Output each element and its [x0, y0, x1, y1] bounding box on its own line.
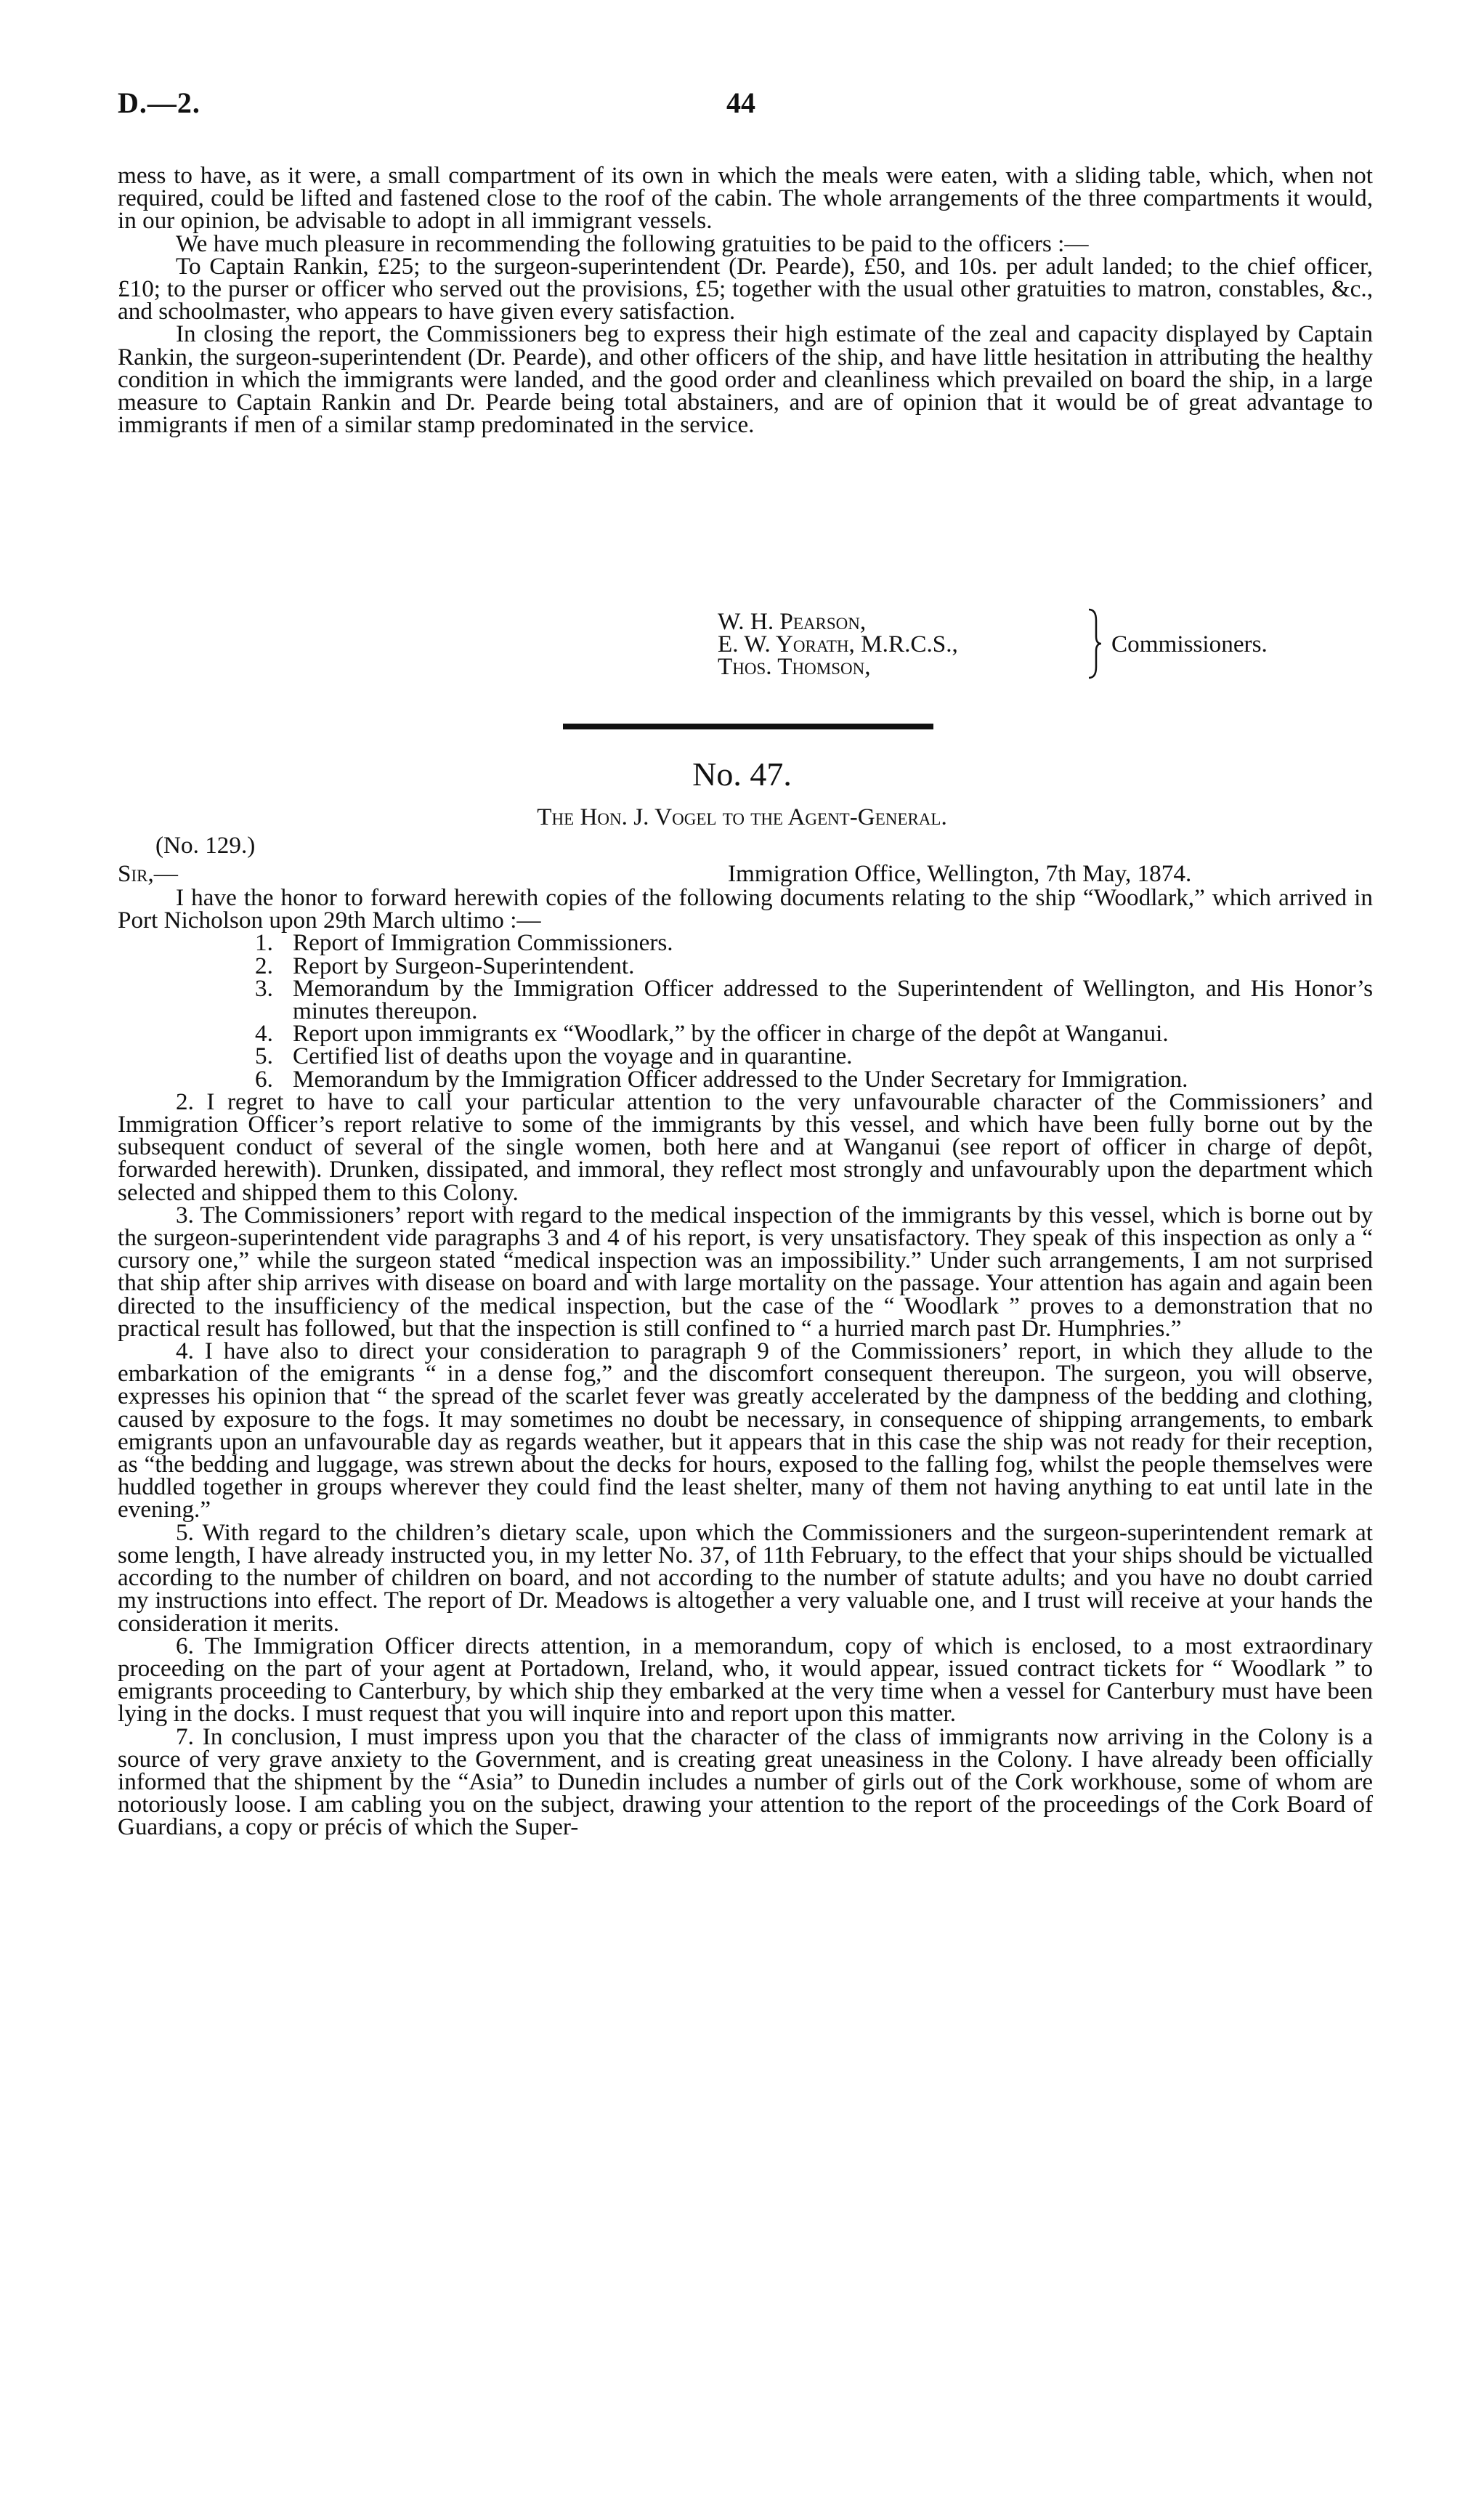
- signature-name: Thos. Thomson,: [718, 653, 871, 681]
- signature-name: E. W. Yorath, M.R.C.S.,: [718, 631, 958, 658]
- list-item: 1. Report of Immigration Commissioners.: [255, 929, 673, 957]
- document-list: [118, 929, 1373, 1093]
- paragraph: 3. The Commissioners’ report with regard to the medical inspection of the immigrants by this vessel, which is borne out by the surgeon-superintendent vide paragraphs 3 and 4 of his report, is very unsatisfactory. They speak of this inspection as only a “ cursory one,” while the surgeon stated “medical inspection was an impossibility.” Under such arrangements, I am not surprised that ship after ship arrives with disease on board and with large mortality on the passage. Your attention has again and again been directed to the insufficiency of the medical inspection, but the case of the “ Woodlark ” proves to a demonstration that no practical result has followed, but that the inspection is still confined to “ a hurried march past Dr. Humphries.”: [118, 1201, 1373, 1342]
- letter-intro: I have the honor to forward herewith copies of the following documents relating to the ship “Woodlark,” which arrived in Port Nicholson upon 29th March ultimo :—: [118, 884, 1373, 934]
- paragraph: mess to have, as it were, a small compartment of its own in which the meals were eaten, with a sliding table, which, when not required, could be lifted and fastened close to the roof of the cabin. The whole arrangements of the three compartments it would, in our opinion, be advisable to adopt in all immigrant vessels.: [118, 162, 1373, 235]
- right-brace-icon: [1087, 607, 1103, 680]
- section-divider: [563, 724, 933, 729]
- paragraph: We have much pleasure in recommending the following gratuities to be paid to the officers :—: [176, 230, 1089, 257]
- list-item: 4. Report upon immigrants ex “Woodlark,” by the officer in charge of the depôt at Wanganui.: [255, 1020, 1169, 1048]
- signature-names: [718, 610, 958, 679]
- letter-body: [118, 886, 1373, 1839]
- paragraph: In closing the report, the Commissioners beg to express their high estimate of the zeal and capacity displayed by Captain Rankin, the surgeon-superintendent (Dr. Pearde), and other officers of the ship, and have little hesitation in attributing the healthy condition in which the immigrants were landed, and the good order and cleanliness which prevailed on board the ship, in a large measure to Captain Rankin and Dr. Pearde being total abstainers, and are of opinion that it would be of great advantage to immigrants if men of a similar stamp predominated in the service.: [118, 320, 1373, 439]
- letter-title: The Hon. J. Vogel to the Agent-General.: [537, 804, 947, 830]
- letter-number: No. 47.: [692, 756, 792, 793]
- reference-number: (No. 129.): [155, 832, 256, 859]
- list-item: 5. Certified list of deaths upon the voyage and in quarantine.: [255, 1043, 853, 1070]
- list-item: 2. Report by Surgeon-Superintendent.: [255, 952, 635, 979]
- list-item: 6. Memorandum by the Immigration Officer addressed to the Under Secretary for Immigration.: [255, 1065, 1188, 1093]
- paragraph: 2. I regret to have to call your particular attention to the very unfavourable character of the Commissioners’ and Immigration Officer’s report relative to some of the immigrants by this vessel, and which have been fully borne out by the subsequent conduct of several of the single women, both here and at Wanganui (see report of officer in charge of depôt, forwarded herewith). Drunken, dissipated, and immoral, they reflect most strongly and unfavourably upon the department which selected and shipped them to this Colony.: [118, 1088, 1373, 1206]
- report-continuation: [118, 162, 1373, 439]
- paragraph: 5. With regard to the children’s dietary scale, upon which the Commissioners and the surgeon-superintendent remark at some length, I have already instructed you, in my letter No. 37, of 11th February, to the effect that your ships should be victualled according to the number of children on board, and not according to the number of statute adults; and you have no doubt carried my instructions into effect. The report of Dr. Meadows is altogether a very valuable one, and I trust will receive at your hands the consideration it merits.: [118, 1518, 1373, 1637]
- signature-role: Commissioners.: [1111, 631, 1268, 657]
- paragraph: To Captain Rankin, £25; to the surgeon-superintendent (Dr. Pearde), £50, and 10s. per adult landed; to the chief officer, £10; to the purser or officer who served out the provisions, £5; together with the usual other gratuities to matron, constables, &c., and schoolmaster, who appears to have given every satisfaction.: [118, 252, 1373, 325]
- page-number: 44: [726, 86, 755, 119]
- signature-name: W. H. Pearson,: [718, 608, 867, 635]
- paragraph: 7. In conclusion, I must impress upon you that the character of the class of immigrants now arriving in the Colony is a source of very grave anxiety to the Government, and is creating great uneasiness in the Colony. I have already been officially informed that the shipment by the “Asia” to Dunedin includes a number of girls out of the Cork workhouse, some of whom are notoriously loose. I am cabling you on the subject, drawing your attention to the report of the proceedings of the Cork Board of Guardians, a copy or précis of which the Super-: [118, 1723, 1373, 1841]
- document-code: D.—2.: [118, 86, 200, 119]
- salutation: Sir,—: [118, 860, 178, 887]
- paragraph: 4. I have also to direct your consideration to paragraph 9 of the Commissioners’ report, in which they allude to the embarkation of the emigrants “ in a dense fog,” and the discomfort consequent thereupon. The surgeon, you will observe, expresses his opinion that “ the spread of the scarlet fever was greatly accelerated by the dampness of the bedding and clothing, caused by exposure to the fogs. It may sometimes no doubt be necessary, in consequence of shipping arrangements, to embark emigrants upon an unfavourable day as regards weather, but it appears that in this case the ship was not ready for their reception, as “the bedding and luggage, was strewn about the decks for hours, exposed to the falling fog, whilst the people themselves were huddled together in groups wherever they could find the least shelter, many of them not having anything to eat until late in the evening.”: [118, 1337, 1373, 1523]
- list-item: 3. Memorandum by the Immigration Officer addressed to the Superintendent of Wellington, and His Honor’s minutes thereupon.: [255, 974, 1373, 1025]
- dateline: Immigration Office, Wellington, 7th May, 1874.: [728, 860, 1192, 887]
- paragraph: 6. The Immigration Officer directs attention, in a memorandum, copy of which is enclosed, to a most extraordinary proceeding on the part of your agent at Portadown, Ireland, who, it would appear, issued contract tickets for “ Woodlark ” to emigrants proceeding to Canterbury, by which ship they embarked at the very time when a vessel for Canterbury must have been lying in the docks. I must request that you will inquire into and report upon this matter.: [118, 1632, 1373, 1728]
